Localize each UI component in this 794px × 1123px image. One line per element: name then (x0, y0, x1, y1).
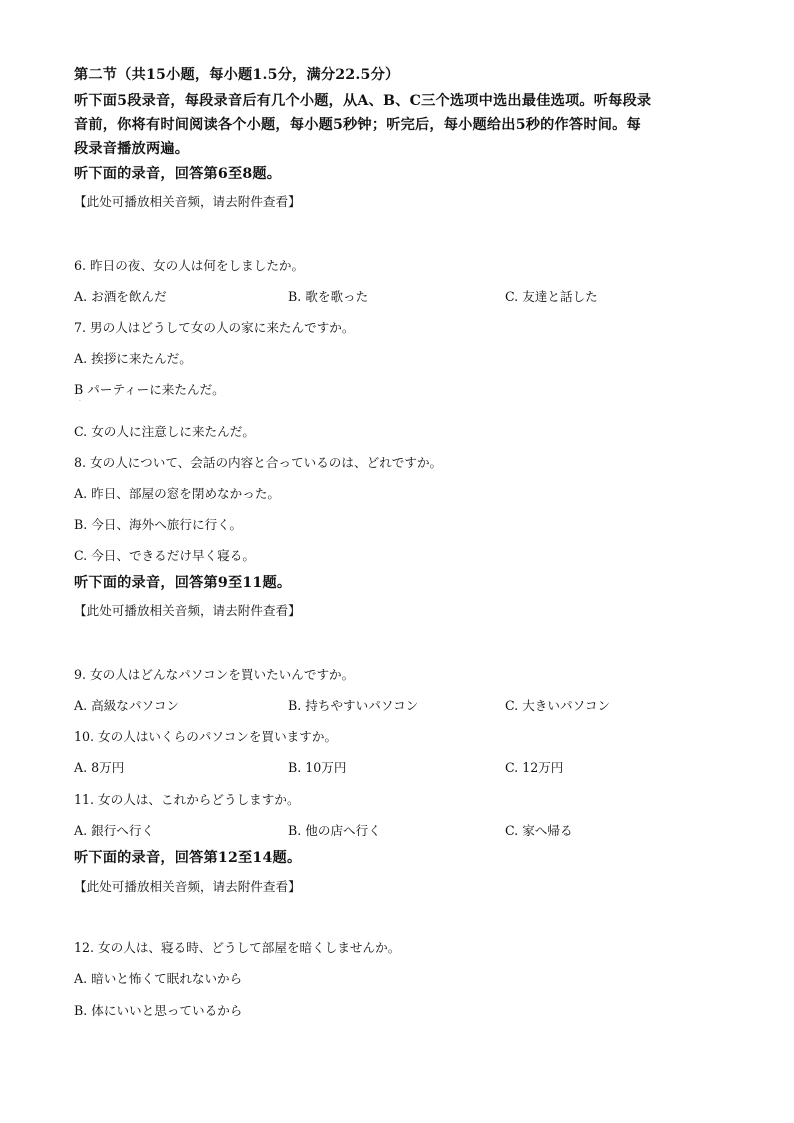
question-6-stem: 6. 昨日の夜、女の人は何をしましたか。 (74, 258, 305, 273)
question-8-stem: 8. 女の人について、会話の内容と合っているのは、どれですか。 (74, 455, 443, 470)
question-9-option-b: B. 持ちやすいパソコン (288, 698, 419, 713)
question-6-option-a: A. お酒を飲んだ (74, 289, 167, 304)
question-12-option-a: A. 暗いと怖くて眠れないから (74, 971, 243, 986)
question-7-option-c: C. 女の人に注意しに来たんだ。 (74, 424, 255, 439)
audio-note-6-8: 【此处可播放相关音频，请去附件查看】 (74, 194, 301, 209)
question-12-stem: 12. 女の人は、寝る時、どうして部屋を暗くしませんか。 (74, 940, 401, 955)
group-heading-9-11: 听下面的录音，回答第9至11题。 (74, 575, 292, 591)
question-10-stem: 10. 女の人はいくらのパソコンを買いますか。 (74, 729, 338, 744)
instruction-line-3: 段录音播放两遍。 (74, 141, 190, 157)
audio-note-12-14: 【此处可播放相关音频，请去附件查看】 (74, 879, 301, 894)
question-11-stem: 11. 女の人は、これからどうしますか。 (74, 792, 300, 807)
question-11-option-c: C. 家へ帰る (505, 823, 573, 838)
question-8-option-b: B. 今日、海外へ旅行に行く。 (74, 517, 243, 532)
question-6-option-c: C. 友達と話した (505, 289, 598, 304)
question-7-stem: 7. 男の人はどうして女の人の家に来たんですか。 (74, 320, 355, 335)
stray-dot-mark: · (79, 398, 81, 405)
instruction-line-2: 音前，你将有时间阅读各个小题，每小题5秒钟；听完后，每小题给出5秒的作答时间。每 (74, 117, 641, 133)
question-8-option-c: C. 今日、できるだけ早く寝る。 (74, 548, 255, 563)
question-9-stem: 9. 女の人はどんなパソコンを買いたいんですか。 (74, 667, 355, 682)
question-7-option-a: A. 挨拶に来たんだ。 (74, 351, 192, 366)
question-6-option-b: B. 歌を歌った (288, 289, 369, 304)
question-7-option-b: B パーティーに来たんだ。 (74, 382, 225, 397)
question-9-option-c: C. 大きいパソコン (505, 698, 611, 713)
question-9-option-a: A. 高級なパソコン (74, 698, 180, 713)
question-10-option-a: A. 8万円 (74, 760, 125, 775)
section-title: 第二节（共15小题，每小题1.5分，满分22.5分） (74, 67, 400, 83)
question-10-option-b: B. 10万円 (288, 760, 347, 775)
question-11-option-b: B. 他の店へ行く (288, 823, 381, 838)
group-heading-6-8: 听下面的录音，回答第6至8题。 (74, 166, 282, 182)
question-11-option-a: A. 銀行へ行く (74, 823, 155, 838)
instruction-line-1: 听下面5段录音，每段录音后有几个小题，从A、B、C三个选项中选出最佳选项。听每段录 (74, 93, 652, 109)
question-8-option-a: A. 昨日、部屋の窓を閉めなかった。 (74, 486, 281, 501)
group-heading-12-14: 听下面的录音，回答第12至14题。 (74, 850, 302, 866)
audio-note-9-11: 【此处可播放相关音频，请去附件查看】 (74, 603, 301, 618)
question-12-option-b: B. 体にいいと思っているから (74, 1003, 243, 1018)
question-10-option-c: C. 12万円 (505, 760, 564, 775)
